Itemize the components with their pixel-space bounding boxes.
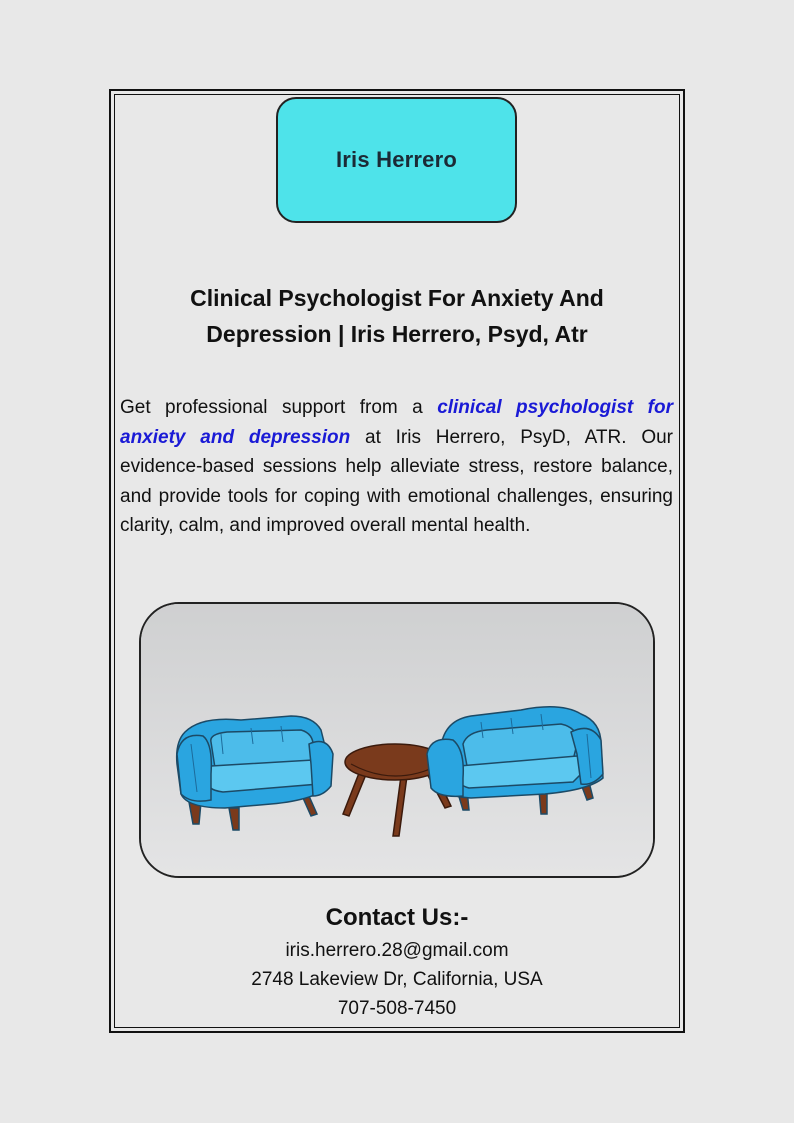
logo-text: Iris Herrero [335, 147, 457, 172]
sofas-and-table-drawing [141, 604, 653, 876]
description-paragraph [120, 393, 673, 541]
description-intro: Get professional support from a [120, 397, 438, 418]
contact-email[interactable]: iris.herrero.28@gmail.com [285, 940, 509, 961]
page-title-line-1: Clinical Psychologist For Anxiety And [190, 285, 604, 311]
page-border-inner [114, 94, 680, 1028]
logo-badge [276, 97, 517, 223]
page-title [130, 280, 664, 352]
service-link[interactable]: clinical psychologist for anxiety and depression [120, 397, 673, 448]
page-border [109, 89, 685, 1033]
contact-address: 2748 Lakeview Dr, California, USA [251, 969, 543, 990]
contact-phone[interactable]: 707-508-7450 [337, 998, 457, 1019]
description-body: at Iris Herrero, PsyD, ATR. Our evidence-based sessions help alleviate stress, restore balance, and provide tools for coping with emotional challenges, ensuring clarity, calm, and improved overall mental health. [120, 426, 673, 536]
contact-heading: Contact Us:- [325, 904, 469, 931]
office-illustration [139, 602, 655, 878]
page-title-line-2: Depression | Iris Herrero, Psyd, Atr [206, 321, 588, 347]
